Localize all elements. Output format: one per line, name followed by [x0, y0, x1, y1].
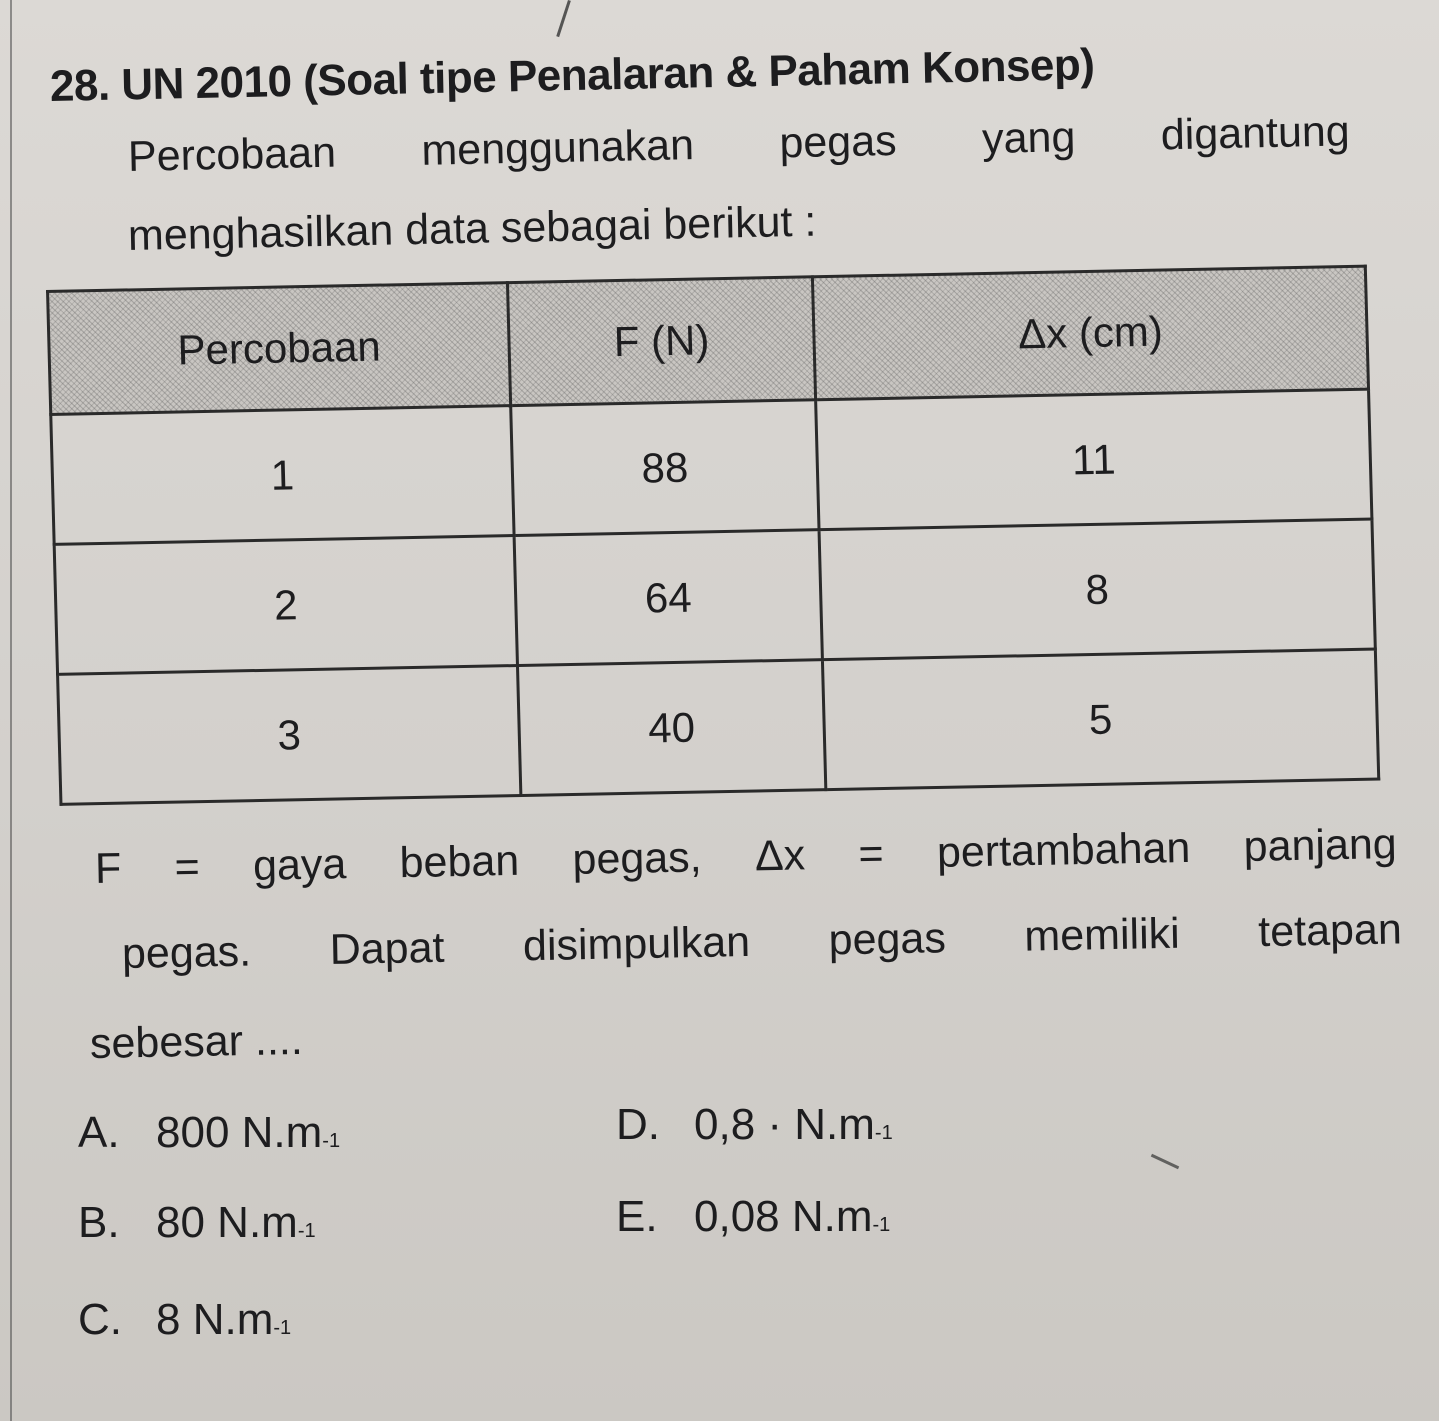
table-cell: 11 [816, 389, 1372, 530]
pen-mark [556, 0, 571, 37]
header-percobaan: Percobaan [48, 283, 511, 415]
intro-word: pegas [778, 116, 898, 168]
option-value: 800 N.m [156, 1108, 323, 1157]
def-word: pegas. [121, 927, 252, 978]
intro-word: digantung [1160, 107, 1351, 160]
table-cell: 88 [511, 400, 819, 536]
option-letter: E. [616, 1192, 658, 1241]
def-word: Dapat [329, 923, 445, 975]
option-value: 0,08 N.m [694, 1192, 873, 1241]
table-cell: 64 [514, 530, 822, 666]
table-cell: 2 [54, 536, 517, 675]
table-cell: 5 [822, 649, 1378, 790]
def-word: F [94, 844, 122, 893]
intro-word: Percobaan [127, 128, 337, 181]
question-title: 28. UN 2010 (Soal tipe Penalaran & Paham Konsep) [49, 40, 1095, 111]
page-edge-line [10, 0, 12, 1421]
intro-word: menggunakan [420, 121, 695, 175]
def-word: gaya [252, 840, 347, 890]
definition-line-1 [95, 820, 1398, 894]
def-word: = [174, 842, 201, 892]
option-value: 80 N.m [156, 1198, 298, 1247]
table-cell: 3 [58, 666, 521, 805]
def-word: memiliki [1023, 909, 1181, 961]
option-a: A. 800 N.m -1 [78, 1108, 341, 1157]
def-word: = [858, 829, 885, 879]
header-delta-x: Δx (cm) [812, 266, 1368, 400]
table-row [58, 649, 1379, 804]
table-cell: 8 [819, 519, 1375, 660]
table-cell: 1 [51, 406, 514, 545]
option-c: C. 8 N.m -1 [78, 1295, 292, 1344]
def-word: pegas [828, 914, 947, 965]
data-table [46, 265, 1380, 806]
stray-pen-mark [1151, 1154, 1179, 1169]
option-value: 0,8 · N.m [694, 1100, 875, 1149]
option-value: 8 N.m [156, 1295, 274, 1344]
table-row [51, 389, 1372, 544]
table-row [54, 519, 1375, 674]
intro-line-2: menghasilkan data sebagai berikut : [127, 197, 817, 260]
definition-line-2 [122, 905, 1403, 979]
option-letter: A. [78, 1108, 120, 1157]
definition-line-3: sebesar .... [89, 1015, 304, 1068]
def-word: panjang [1243, 820, 1398, 871]
option-letter: C. [78, 1295, 122, 1344]
def-word: beban [399, 836, 520, 888]
option-b: B. 80 N.m -1 [78, 1198, 316, 1247]
def-word: pertambahan [936, 823, 1191, 877]
def-word: tetapan [1257, 905, 1403, 957]
option-e: E. 0,08 N.m -1 [616, 1192, 891, 1241]
data-table-wrapper [46, 265, 1377, 805]
def-word: Δx [754, 831, 806, 881]
option-d: D. 0,8 · N.m -1 [616, 1100, 893, 1149]
table-cell: 40 [517, 660, 825, 796]
intro-word: yang [981, 113, 1076, 164]
intro-line-1 [127, 107, 1350, 182]
option-letter: D. [616, 1100, 660, 1149]
def-word: pegas, [572, 833, 703, 884]
def-word: disimpulkan [522, 917, 751, 971]
option-letter: B. [78, 1198, 120, 1247]
header-force: F (N) [507, 277, 815, 406]
